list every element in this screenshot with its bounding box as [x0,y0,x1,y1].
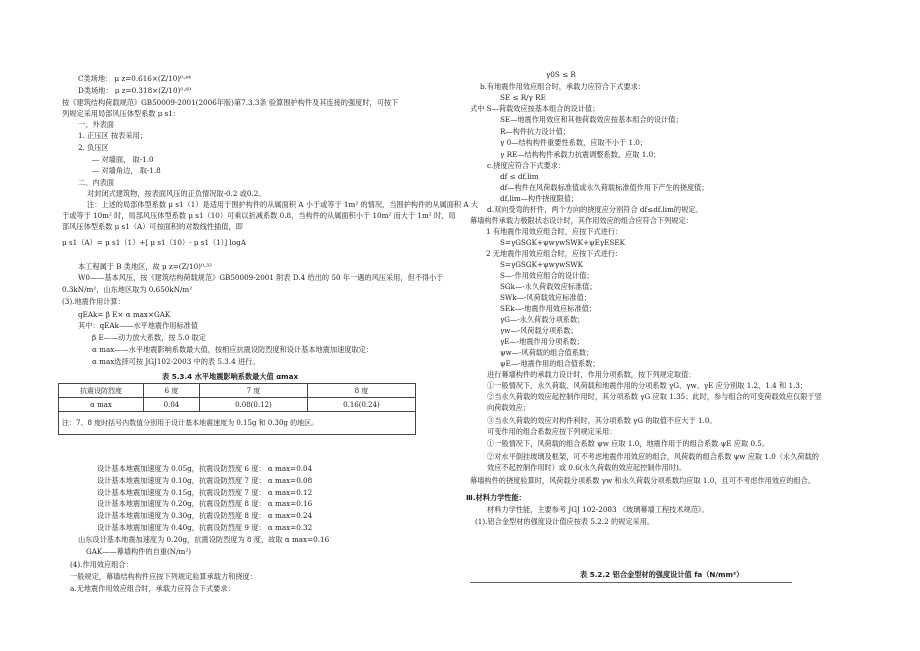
text-line: ψw—-风荷载的组合值系数； [500,348,594,357]
text-line: SEk—-地震作用效应标准值； [500,304,597,313]
text-line: df—构件在风荷载标准值或永久荷载标准值作用下产生的挠度值； [500,183,709,192]
text-line: (1).铝合金型材的强度设计值应按表 5.2.2 的规定采用。 [475,517,655,526]
text-line: S=γGSGK+ψwγwSWK [500,260,583,269]
text-line: 式中 S—荷载效应按基本组合的设计值； [470,104,600,113]
table-header: 抗震设防烈度 [59,384,144,398]
text-line: 1. 正压区 按表采用； [78,131,147,140]
text-line: 部风压体型系数 μ s1（A）可按面积的对数线性插值，即 [62,222,243,231]
text-line: 幕墙构件承载力极限状态设计时，其作用效应的组合应符合下列规定： [470,216,693,225]
text-line: ②对水平倒挂玻璃及框架，可不考虑地震作用效应的组合，风荷载的组合系数 ψw 应取 1.0（永久荷载的 [487,452,819,461]
text-line: 列规定采用局部风压体型系数 μ s1： [62,109,181,118]
text-line: a.无地震作用效应组合时，承载力应符合下式要求： [70,584,235,593]
text-line: b.有地震作用效应组合时，承载力应符合下式要求： [480,82,646,91]
table-header: 6 度 [144,384,200,398]
text-line: ②当永久荷载的效应起控制作用时，其分项系数 γG 应取 1.35；此时，参与组合的可变荷载效应仅限于竖 [487,392,822,401]
text-line: 向荷载效应； [487,403,531,412]
text-line: 2. 负压区 [78,143,109,152]
text-line: γE—-地震作用分项系数； [500,337,584,346]
text-line: 二、内表面 [78,178,114,187]
table-cell: 0.08(0.12) [199,398,307,412]
text-line: c.挠度应符合下式要求： [487,161,566,170]
accel-line: 设计基本地震加速度为 0.05g，抗震设防烈度 6 度： α max=0.04 [97,464,313,473]
text-line: 进行幕墙构件的承载力设计时，作用分项系数，按下列规定取值： [487,370,696,379]
text-line: R—构件抗力设计值； [500,127,571,136]
text-line: SWk—-风荷载效应标准值； [500,293,591,302]
text-line: ③当永久荷载的效应对构件利时，其分项系数 γG 的取值不应大于 1.0。 [487,416,717,425]
text-line: — 对墙角边， 取-1.8 [92,166,161,175]
section-heading: Ⅲ.材料力学性能： [466,493,526,502]
text-line: — 对墙面， 取-1.0 [92,155,154,164]
table-caption: 表 5.2.2 铝合金型材的强度设计值 fa（N/mm²） [580,570,744,579]
text-line: 幕墙构件的挠度验算时，风荷载分项系数 γw 和永久荷载分项系数均应取 1.0，且可不考虑作用效应的组合。 [470,476,815,485]
text-line: 其中：qEAk——水平地震作用标准值 [78,321,199,330]
table-cell: 0.16(0.24) [307,398,415,412]
table-header: 7 度 [199,384,307,398]
text-line: γ0S ≤ R [546,70,576,79]
text-line: 注：上述的局部体型系数 μ s1（1）是适用于围护构件的从属面积 A 小于或等于 1m² 的情况，当围护构件的从属面积 A 大 [87,200,479,209]
text-line: W0——基本风压，按《建筑结构荷载规范》GB50009-2001 附表 D.4 给出的 50 年一遇的风压采用，但不得小于 [78,273,444,282]
text-line: γ RE—结构构件承载力抗震调整系数，应取 1.0； [500,150,661,159]
text-line: 0.3kN/m²，山东地区取为 0.650kN/m² [62,285,193,294]
text-line: (3).地震作用计算： [62,297,125,306]
text-line: df,lim—构件挠度限值； [500,194,579,203]
text-line: S—-作用效应组合的设计值； [500,271,594,280]
text-line: 2 无地震作用效应组合时，应按下式进行： [486,249,623,258]
text-line: μ s1（A）= μ s1（1）+[ μ s1（10）- μ s1（1）] logA [62,238,246,247]
text-line: 效应不起控制作用时）或 0.6(永久荷载的效应起控制作用时)。 [487,463,687,472]
text-line: 材料力学性能，主要参考 JGJ 102-2003 《玻璃幕墙工程技术规范》。 [487,505,709,514]
accel-line: 设计基本地震加速度为 0.40g，抗震设防烈度 9 度： α max=0.32 [97,523,313,532]
table-cell: α max [59,398,144,412]
text-line: qEAk= β E× α max×GAK [78,310,171,319]
bottom-rule [470,582,792,583]
text-line: SE ≤ R/γ RE [500,93,546,102]
accel-line: 设计基本地震加速度为 0.10g，抗震设防烈度 7 度： α max=0.08 [97,476,313,485]
table-note: 注：7、8 度时括号内数值分别用于设计基本地震速度为 0.15g 和 0.30g 的地区。 [59,412,416,435]
text-line: β E——动力放大系数，按 5.0 取定 [92,333,206,342]
text-line: df ≤ df,lim [500,172,539,181]
text-line: γ 0—结构构件重要性系数，应取不小于 1.0； [500,138,648,147]
text-line: D类场地： μ z=0.318×(Z/10)⁰·⁶⁰ [78,86,192,95]
text-line: 按《建筑结构荷载规范》GB50009-2001(2006年版)第7.3.3条 验算围护构件及其连接的强度时，可按下 [62,98,399,107]
accel-line: 设计基本地震加速度为 0.15g，抗震设防烈度 7 度： α max=0.12 [97,488,313,497]
text-line: ψE—-地震作用的组合值系数； [500,359,600,368]
accel-line: 设计基本地震加速度为 0.30g，抗震设防烈度 8 度： α max=0.24 [97,511,313,520]
seismic-table [58,383,416,435]
text-line: d.双向受弯的杆件，两个方向的挠度应分别符合 df≤df,lim的规定。 [487,205,703,214]
text-line: γw—-风荷载分项系数； [500,326,578,335]
text-line: SGk—-永久荷载效应标准值； [500,282,597,291]
text-line: 可变作用的组合系数应按下列规定采用： [487,427,617,436]
text-line: γG—-永久荷载分项系数； [500,315,585,324]
text-line: 一般规定，幕墙结构构件应按下列规定验算承载力和挠度： [70,572,257,581]
text-line: 一、外表面 [78,120,114,129]
text-line: (4).作用效应组合： [70,560,133,569]
text-line: ①一般情况下，永久荷载、风荷载和地震作用的分项系数 γG、γw、γE 应分别取 1.2、1.4 和 1.3； [487,381,808,390]
text-line: 山东设计基本地震加速度为 0.20g，抗震设防烈度为 8 度，故取 α max=0.16 [78,535,330,544]
text-line: ①一般情况下，风荷载的组合系数 ψw 应取 1.0，地震作用于的组合系数 ψE 应取 0.5。 [487,439,770,448]
text-line: S=γGSGK+ψwγwSWK+ψEγESEK [500,238,625,247]
table-header: 8 度 [307,384,415,398]
accel-line: 设计基本地震加速度为 0.20g，抗震设防烈度 8 度： α max=0.16 [97,499,313,508]
text-line: α max选择可按 JGJ102-2003 中的表 5.3.4 进行。 [92,357,260,366]
text-line: 1 有地震作用效应组合时，应按下式进行： [486,227,623,236]
text-line: α max——水平地震影响系数最大值，按相应抗震设防烈度和设计基本地震加速度取定： [92,345,374,354]
text-line: SE—地震作用效应和其他荷载效应按基本组合的设计值； [500,115,683,124]
text-line: C类场地： μ z=0.616×(Z/10)⁰·⁴⁴ [78,74,191,83]
table-caption: 表 5.3.4 水平地震影响系数最大值 αmax [162,372,299,381]
text-line: 本工程属于 B 类地区，故 μ z=(Z/10)⁰·³² [78,262,212,271]
text-line: GAK——幕墙构件的自重(N/m²) [86,547,192,556]
text-line: 对封闭式建筑物，按表面风压的正负情况取-0.2 或0.2。 [87,189,266,198]
table-cell: 0.04 [144,398,200,412]
text-line: 于或等于 10m² 时，局部风压体型系数 μ s1（10）可乘以折减系数 0.8，当构件的从属面积小于 10m² 而大于 1m² 时，局 [62,211,456,220]
